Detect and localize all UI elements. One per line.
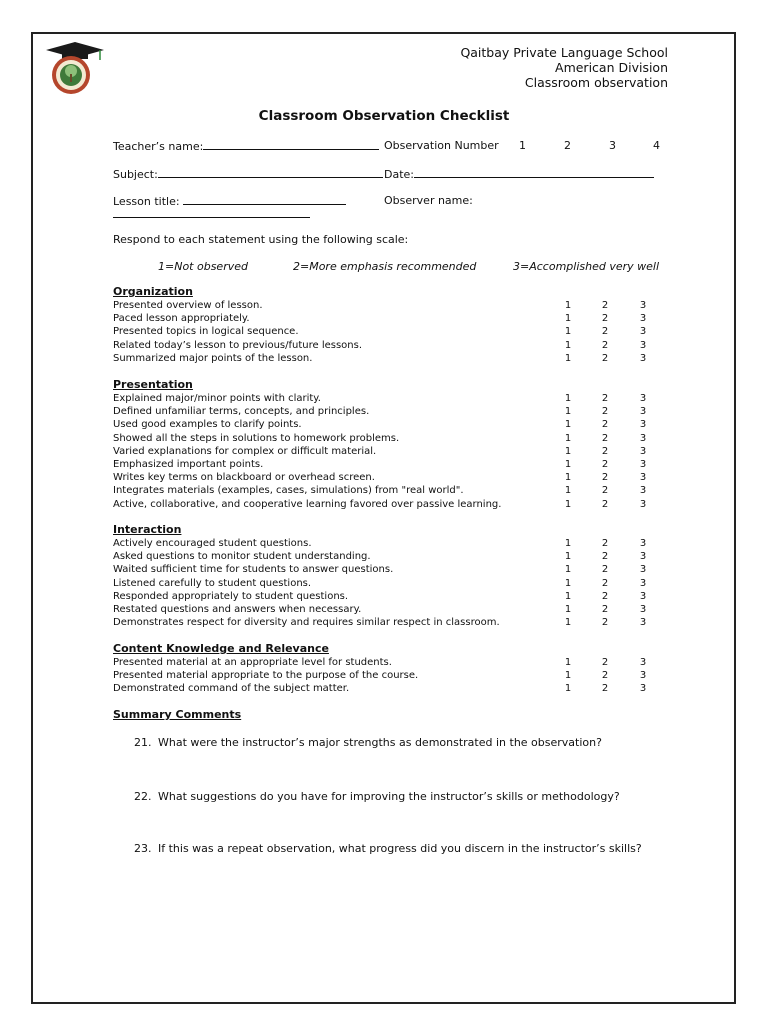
checklist-item [113,498,658,511]
rating-option-2[interactable]: 2 [601,538,609,549]
checklist-item-text: Writes key terms on blackboard or overhead screen. [113,472,375,484]
checklist-item-text: Paced lesson appropriately. [113,313,250,325]
teacher-name-line [203,139,379,150]
rating-option-1[interactable]: 1 [564,352,572,364]
rating-option-3[interactable]: 3 [639,485,647,497]
checklist-item-text: Listened carefully to student questions. [113,577,312,589]
date-line [414,167,654,178]
checklist-item-text: Restated questions and answers when necessary. [113,603,362,615]
summary-question-23 [134,842,642,855]
rating-option-1[interactable]: 1 [564,458,572,470]
rating-option-2[interactable]: 2 [601,313,609,325]
checklist-item-text: Used good examples to clarify points. [113,419,302,431]
subject-line [158,167,383,178]
rating-option-2[interactable]: 2 [601,393,609,404]
rating-option-2[interactable]: 2 [601,472,609,484]
section-rows [113,537,658,629]
checklist-item-text: Emphasized important points. [113,458,264,470]
section-presentation [113,378,658,511]
checklist-item [113,550,658,563]
question-text: What suggestions do you have for improving the instructor’s skills or methodology? [158,790,620,803]
subject-field[interactable] [113,167,383,181]
school-division: American Division [555,60,668,75]
rating-option-1[interactable]: 1 [564,564,572,576]
observation-number-label: Observation Number [384,139,499,152]
rating-option-3[interactable]: 3 [639,406,647,418]
observer-name-label: Observer name: [384,194,473,207]
scale-intro: Respond to each statement using the following scale: [113,233,409,246]
rating-option-1[interactable]: 1 [564,683,572,695]
rating-option-3[interactable]: 3 [639,603,647,615]
rating-option-2[interactable]: 2 [601,564,609,576]
rating-option-3[interactable]: 3 [639,551,647,563]
rating-option-2[interactable]: 2 [601,406,609,418]
checklist-item [113,669,658,682]
checklist-item [113,590,658,603]
rating-option-3[interactable]: 3 [639,313,647,325]
checklist-item-text: Presented material appropriate to the purpose of the course. [113,670,419,682]
rating-option-1[interactable]: 1 [564,485,572,497]
rating-option-2[interactable]: 2 [601,326,609,338]
rating-option-1[interactable]: 1 [564,419,572,431]
subject-label: Subject: [113,168,158,181]
rating-option-3[interactable]: 3 [639,590,647,602]
checklist-item-text: Integrates materials (examples, cases, simulations) from "real world". [113,485,464,497]
school-logo [44,38,106,98]
checklist-item [113,563,658,576]
checklist-item-text: Active, collaborative, and cooperative learning favored over passive learning. [113,498,502,510]
observation-number-2[interactable]: 2 [564,139,571,152]
rating-option-1[interactable]: 1 [564,590,572,602]
rating-option-2[interactable]: 2 [601,670,609,682]
section-heading: Organization [113,285,193,298]
rating-option-3[interactable]: 3 [639,458,647,470]
rating-option-2[interactable]: 2 [601,445,609,457]
checklist-item-text: Actively encouraged student questions. [113,538,312,549]
question-text: What were the instructor’s major strengths as demonstrated in the observation? [158,736,602,749]
rating-option-1[interactable]: 1 [564,603,572,615]
section-rows [113,392,658,511]
rating-option-3[interactable]: 3 [639,339,647,351]
rating-option-3[interactable]: 3 [639,352,647,364]
summary-question-22 [134,790,620,803]
rating-option-3[interactable]: 3 [639,577,647,589]
lesson-title-line [183,194,346,205]
rating-option-1[interactable]: 1 [564,406,572,418]
rating-option-3[interactable]: 3 [639,657,647,668]
school-name: Qaitbay Private Language School [460,45,668,60]
rating-option-2[interactable]: 2 [601,485,609,497]
checklist-item [113,616,658,629]
rating-option-3[interactable]: 3 [639,617,647,629]
section-interaction [113,523,658,629]
rating-option-2[interactable]: 2 [601,683,609,695]
observer-name-field[interactable] [384,194,473,207]
rating-option-2[interactable]: 2 [601,458,609,470]
rating-option-3[interactable]: 3 [639,564,647,576]
school-header [460,45,668,90]
rating-option-3[interactable]: 3 [639,538,647,549]
checklist-item-text: Related today’s lesson to previous/future lessons. [113,339,363,351]
checklist-item-text: Summarized major points of the lesson. [113,352,313,364]
rating-option-2[interactable]: 2 [601,300,609,311]
rating-option-1[interactable]: 1 [564,326,572,338]
rating-option-1[interactable]: 1 [564,393,572,404]
rating-option-1[interactable]: 1 [564,472,572,484]
rating-option-3[interactable]: 3 [639,432,647,444]
rating-option-1[interactable]: 1 [564,498,572,510]
rating-option-1[interactable]: 1 [564,551,572,563]
teacher-name-field[interactable] [113,139,379,153]
rating-option-1[interactable]: 1 [564,657,572,668]
rating-option-2[interactable]: 2 [601,551,609,563]
page-title: Classroom Observation Checklist [258,108,510,124]
rating-option-3[interactable]: 3 [639,300,647,311]
observation-number-4[interactable]: 4 [653,139,660,152]
question-number: 23. [134,842,152,855]
section-organization [113,285,658,365]
checklist-item [113,299,658,312]
rating-option-1[interactable]: 1 [564,670,572,682]
summary-question-21 [134,736,602,749]
rating-option-3[interactable]: 3 [639,445,647,457]
checklist-item-text: Varied explanations for complex or difficult material. [113,445,377,457]
checklist-item [113,312,658,325]
lesson-title-label: Lesson title: [113,195,180,208]
lesson-title-field[interactable] [113,194,346,208]
rating-option-1[interactable]: 1 [564,617,572,629]
section-heading: Content Knowledge and Relevance [113,642,329,655]
question-number: 21. [134,736,152,749]
question-number: 22. [134,790,152,803]
checklist-item [113,418,658,431]
checklist-item [113,471,658,484]
checklist-item-text: Asked questions to monitor student understanding. [113,551,371,563]
checklist-item [113,432,658,445]
checklist-item [113,656,658,669]
observation-number-1[interactable]: 1 [519,139,526,152]
section-heading: Interaction [113,523,182,536]
teacher-name-label: Teacher’s name: [113,140,204,153]
document-type: Classroom observation [524,75,668,90]
checklist-item-text: Presented material at an appropriate level for students. [113,657,392,668]
rating-option-3[interactable]: 3 [639,419,647,431]
rating-option-1[interactable]: 1 [564,300,572,311]
section-rows [113,656,658,696]
section-rows [113,299,658,365]
checklist-item [113,325,658,338]
section-content-knowledge [113,642,658,696]
checklist-item [113,445,658,458]
rating-option-3[interactable]: 3 [639,498,647,510]
rating-option-1[interactable]: 1 [564,432,572,444]
checklist-item [113,577,658,590]
checklist-item-text: Demonstrates respect for diversity and requires similar respect in classroom. [113,617,500,629]
checklist-item [113,405,658,418]
rating-option-3[interactable]: 3 [639,393,647,404]
rating-option-3[interactable]: 3 [639,670,647,682]
rating-option-1[interactable]: 1 [564,445,572,457]
rating-option-2[interactable]: 2 [601,432,609,444]
checklist-item [113,392,658,405]
scale-item-2: 2=More emphasis recommended [293,260,477,273]
checklist-item-text: Defined unfamiliar terms, concepts, and principles. [113,406,370,418]
scale-item-1: 1=Not observed [158,260,248,273]
checklist-item [113,537,658,550]
checklist-item [113,458,658,471]
rating-option-2[interactable]: 2 [601,498,609,510]
rating-option-2[interactable]: 2 [601,603,609,615]
rating-option-2[interactable]: 2 [601,590,609,602]
rating-option-1[interactable]: 1 [564,339,572,351]
rating-option-2[interactable]: 2 [601,617,609,629]
rating-option-2[interactable]: 2 [601,577,609,589]
rating-option-3[interactable]: 3 [639,683,647,695]
rating-option-2[interactable]: 2 [601,339,609,351]
rating-option-3[interactable]: 3 [639,472,647,484]
rating-option-1[interactable]: 1 [564,313,572,325]
date-field[interactable] [384,167,654,181]
question-text: If this was a repeat observation, what progress did you discern in the instructor’s skills? [158,842,642,855]
rating-option-3[interactable]: 3 [639,326,647,338]
checklist-item [113,484,658,497]
date-label: Date: [384,168,414,181]
checklist-item-text: Waited sufficient time for students to answer questions. [113,564,394,576]
rating-option-2[interactable]: 2 [601,419,609,431]
checklist-item [113,339,658,352]
checklist-item-text: Presented topics in logical sequence. [113,326,299,338]
checklist-item-text: Demonstrated command of the subject matter. [113,683,350,695]
summary-heading: Summary Comments [113,708,242,721]
checklist-item-text: Showed all the steps in solutions to homework problems. [113,432,400,444]
lesson-title-line-2 [113,217,310,218]
scale-item-3: 3=Accomplished very well [513,260,660,273]
rating-option-2[interactable]: 2 [601,352,609,364]
checklist-item-text: Responded appropriately to student questions. [113,590,349,602]
rating-option-1[interactable]: 1 [564,538,572,549]
checklist-item [113,352,658,365]
observation-number-3[interactable]: 3 [609,139,616,152]
checklist-item [113,682,658,695]
rating-option-2[interactable]: 2 [601,657,609,668]
checklist-item-text: Presented overview of lesson. [113,300,263,311]
checklist-item-text: Explained major/minor points with clarity. [113,393,321,404]
section-heading: Presentation [113,378,193,391]
checklist-item [113,603,658,616]
rating-option-1[interactable]: 1 [564,577,572,589]
